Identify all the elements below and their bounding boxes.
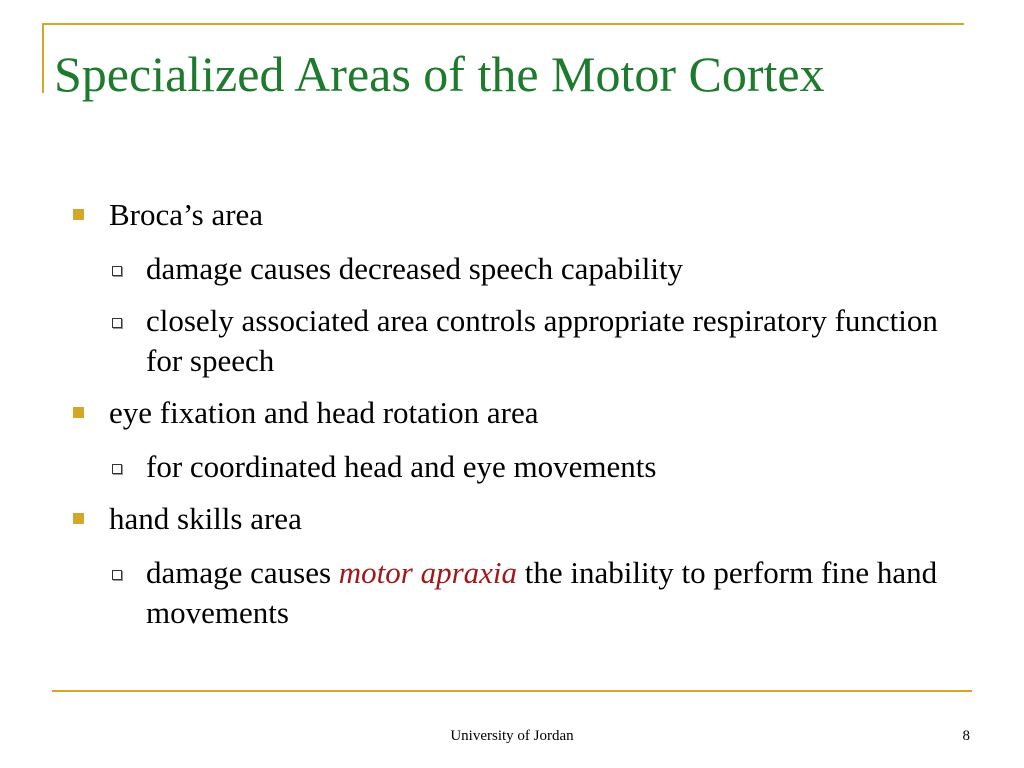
bullet-broca [72,195,952,235]
hollow-square-bullet-icon [112,266,122,276]
square-bullet-icon [73,407,84,418]
bullet-text: hand skills area [109,501,302,536]
title-frame-left-rule [42,23,44,93]
hollow-square-bullet-icon [112,570,122,580]
sub-bullet-text [146,555,937,630]
title-frame-top-rule [42,23,964,25]
sub-bullet-text: damage causes decreased speech capability [146,251,684,286]
sub-bullet-text-before: damage causes [146,555,339,590]
sub-bullet-text-after: the inability to perform fine hand movements [146,555,938,630]
bullet-text: Broca’s area [109,197,264,232]
sub-bullet [72,447,952,487]
emphasis-term: motor apraxia [338,555,518,590]
page-number: 8 [962,728,970,744]
square-bullet-icon [73,513,84,524]
slide-title: Specialized Areas of the Motor Cortex [54,46,825,102]
bullet-hand-skills [72,499,952,539]
bullet-text: eye fixation and head rotation area [109,395,539,430]
footer-institution: University of Jordan [450,728,574,744]
sub-bullet-text: closely associated area controls appropriate respiratory function for speech [146,303,938,378]
sub-bullet [72,301,952,381]
slide-body [72,195,952,645]
square-bullet-icon [73,209,84,220]
hollow-square-bullet-icon [112,464,122,474]
sub-bullet-text: for coordinated head and eye movements [146,449,657,484]
footer-rule [52,690,972,692]
sub-bullet [72,249,952,289]
hollow-square-bullet-icon [112,318,122,328]
sub-bullet [72,553,952,633]
bullet-eye-fixation [72,393,952,433]
